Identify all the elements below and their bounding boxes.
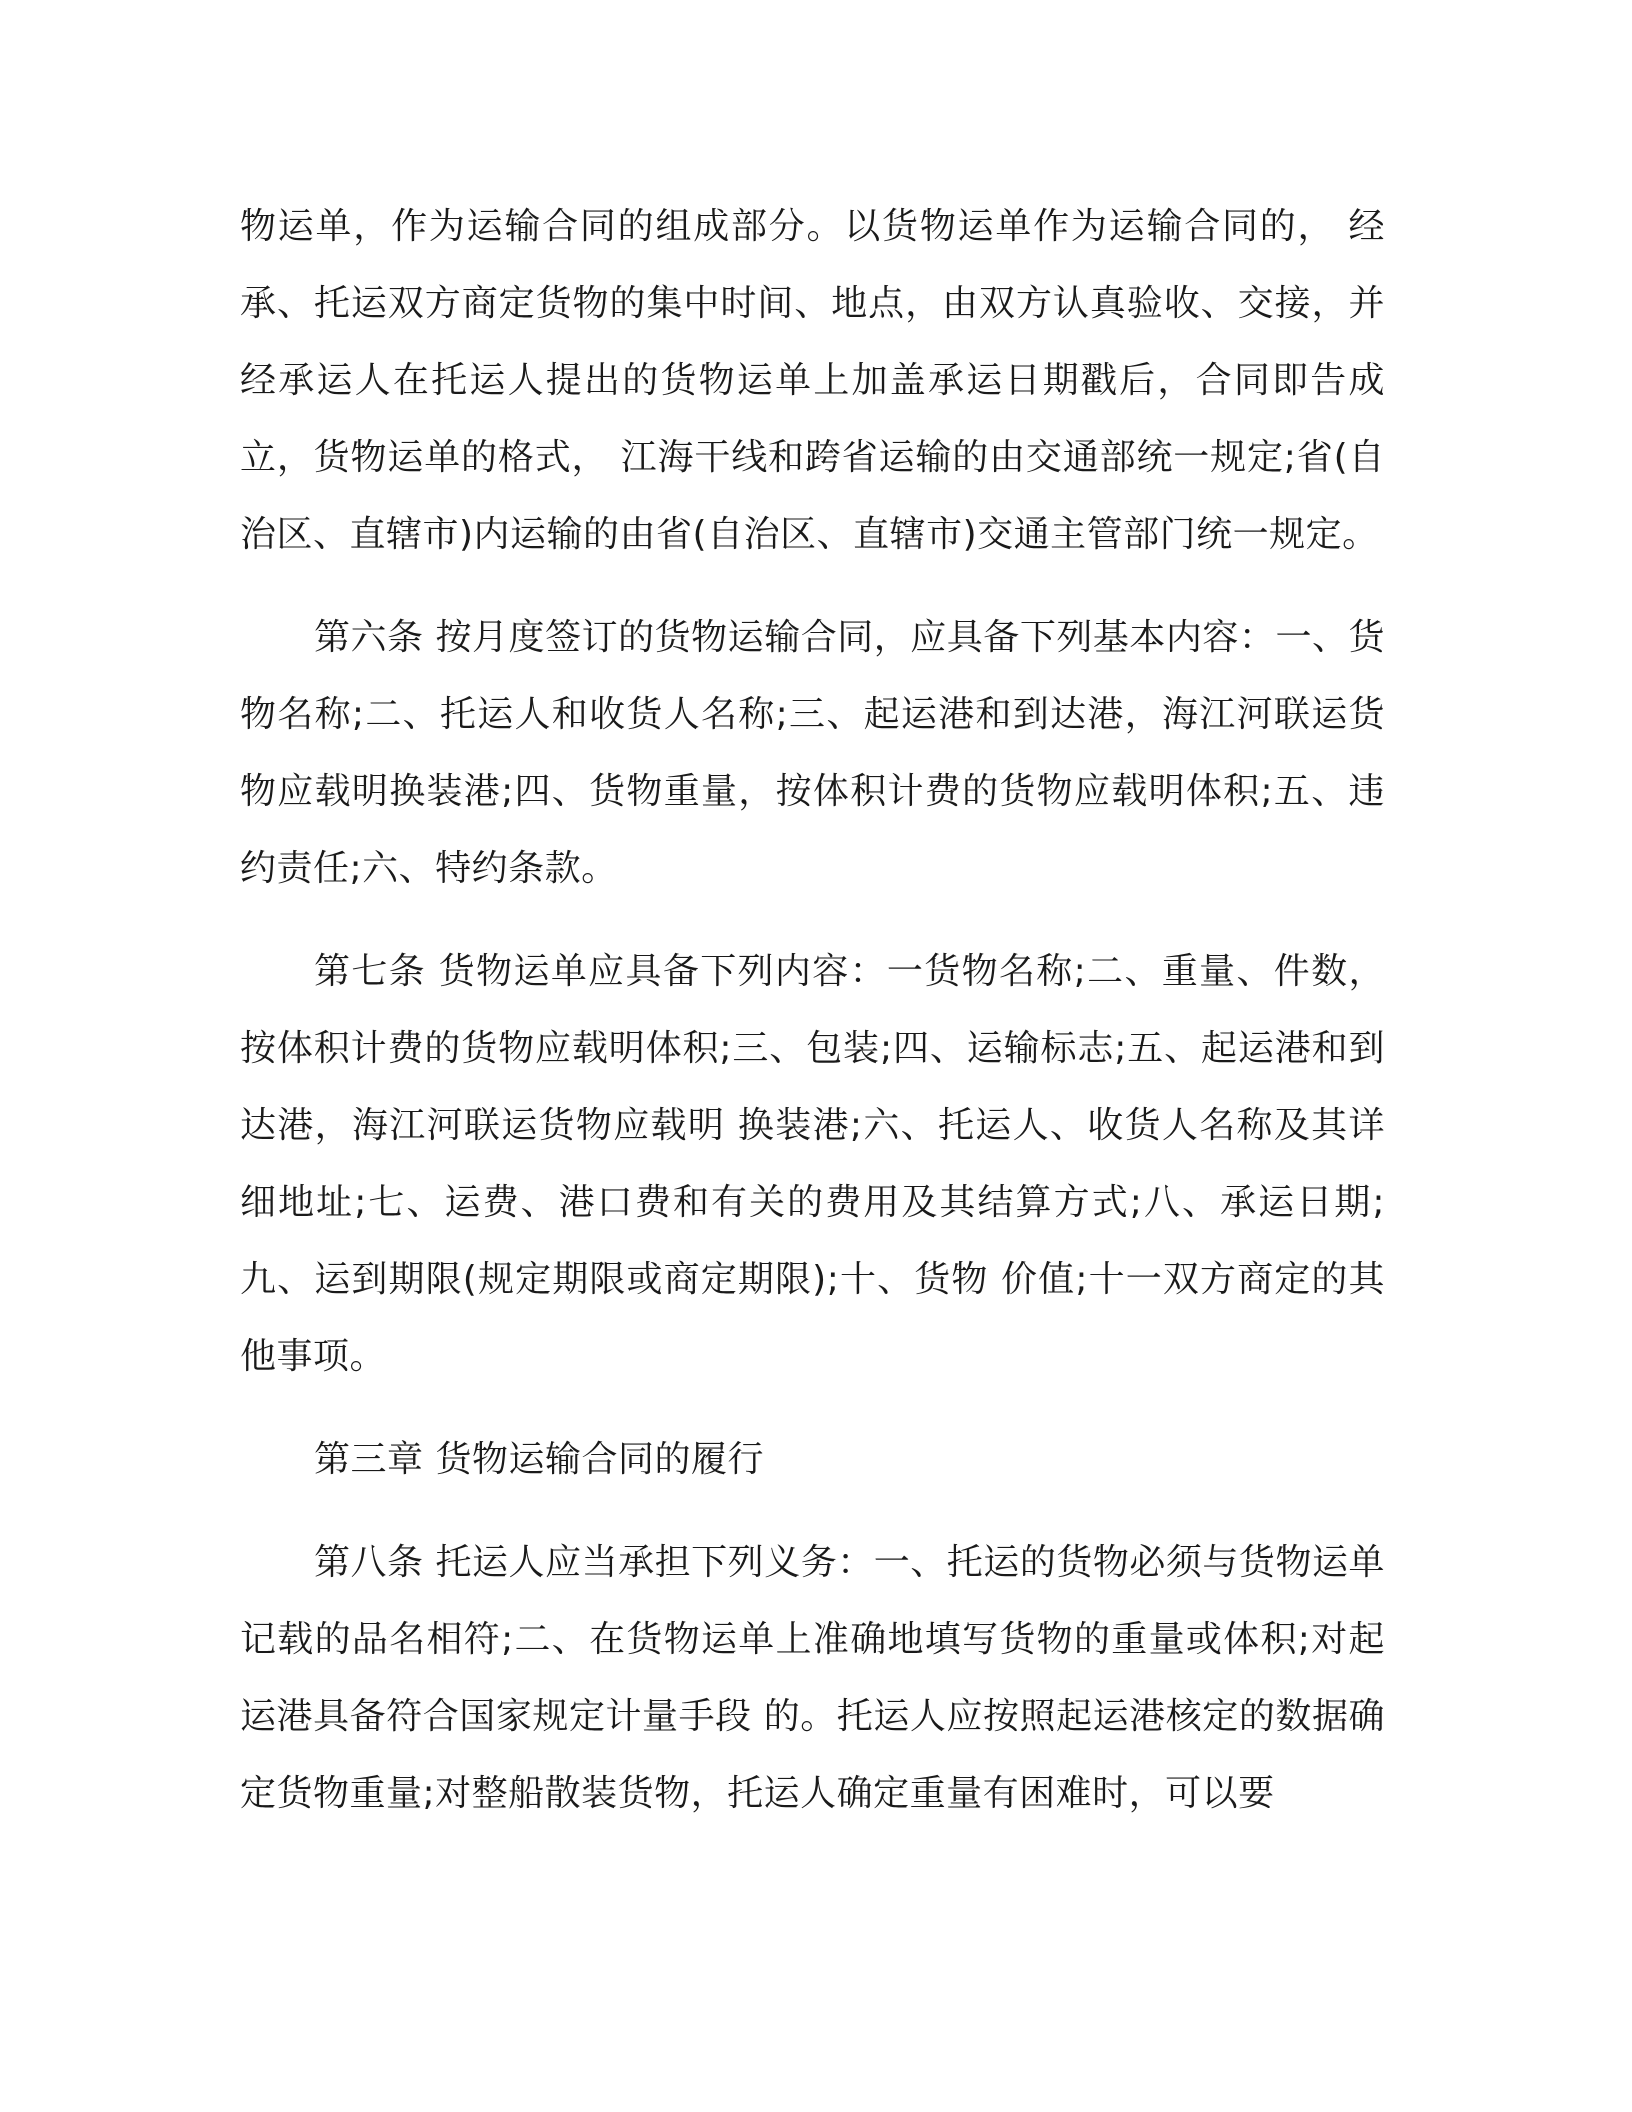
article-8-paragraph: 第八条 托运人应当承担下列义务：一、托运的货物必须与货物运单记载的品名相符;二、在货物运单上准确地填写货物的重量或体积;对起运港具备符合国家规定计量手段 的。托运人应按照起运港核定的数据确定货物重量;对整船散装货物，托运人确定重量有困难时，可以要 <box>240 1542 1385 1814</box>
article-6-paragraph: 第六条 按月度签订的货物运输合同，应具备下列基本内容：一、货物名称;二、托运人和收货人名称;三、起运港和到达港，海江河联运货物应载明换装港;四、货物重量，按体积计费的货物应载明体积;五、违约责任;六、特约条款。 <box>240 617 1385 889</box>
document-body <box>240 188 1385 1832</box>
chapter-3-heading: 第三章 货物运输合同的履行 <box>314 1439 764 1480</box>
article-7-paragraph: 第七条 货物运单应具备下列内容：一货物名称;二、重量、件数，按体积计费的货物应载明体积;三、包装;四、运输标志;五、起运港和到达港，海江河联运货物应载明 换装港;六、托运人、收货人名称及其详细地址;七、运费、港口费和有关的费用及其结算方式;八、承运日期;九、运到期限(规定期限或商定期限);十、货物 价值;十一双方商定的其他事项。 <box>240 951 1385 1377</box>
paragraph-continuation: 物运单，作为运输合同的组成部分。以货物运单作为运输合同的， 经承、托运双方商定货物的集中时间、地点，由双方认真验收、交接，并经承运人在托运人提出的货物运单上加盖承运日期戳后，合同即告成立，货物运单的格式， 江海干线和跨省运输的由交通部统一规定;省(自治区、直辖市)内运输的由省(自治区、直辖市)交通主管部门统一规定。 <box>240 206 1385 555</box>
